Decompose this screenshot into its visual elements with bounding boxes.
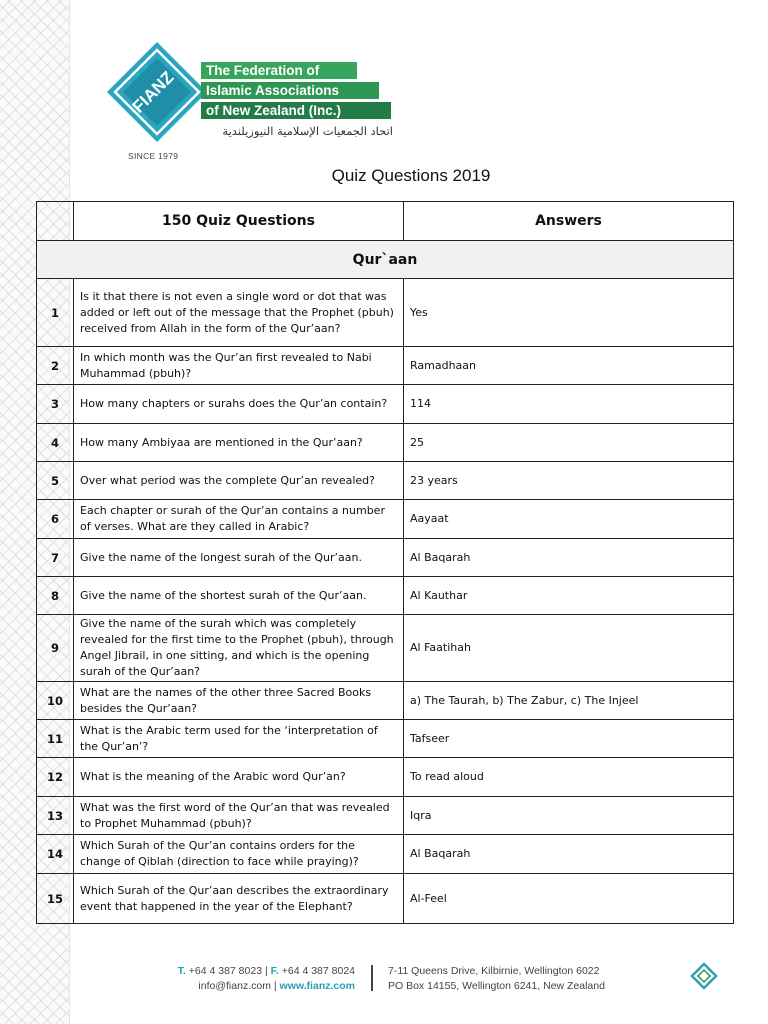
question-text: Each chapter or surah of the Qur’an contains a number of verses. What are they called in Arabic? bbox=[74, 500, 404, 539]
section-row bbox=[37, 241, 734, 279]
question-number: 5 bbox=[37, 462, 74, 500]
question-text: Over what period was the complete Qur’an revealed? bbox=[74, 462, 404, 500]
question-number: 11 bbox=[37, 720, 74, 758]
question-text: Which Surah of the Qur’aan describes the extraordinary event that happened in the year of the Elephant? bbox=[74, 874, 404, 924]
table-row bbox=[37, 835, 734, 874]
question-number: 1 bbox=[37, 279, 74, 347]
contact-divider: | bbox=[264, 965, 268, 977]
question-text: Is it that there is not even a single word or dot that was added or left out of the message that the Prophet (pbuh) received from Allah in the form of the Qur’aan? bbox=[74, 279, 404, 347]
answer-text: Aayaat bbox=[404, 500, 734, 539]
table-row bbox=[37, 279, 734, 347]
org-name-arabic: اتحاد الجمعيات الإسلامية النيوزيلندية bbox=[222, 124, 393, 138]
table-row bbox=[37, 462, 734, 500]
answer-text: Al Baqarah bbox=[404, 835, 734, 874]
table-row bbox=[37, 682, 734, 720]
answer-text: Al Kauthar bbox=[404, 577, 734, 615]
question-number: 15 bbox=[37, 874, 74, 924]
answer-text: 23 years bbox=[404, 462, 734, 500]
question-number: 14 bbox=[37, 835, 74, 874]
answer-text: Al Baqarah bbox=[404, 539, 734, 577]
website-link[interactable]: www.fianz.com bbox=[279, 980, 355, 992]
answer-text: 25 bbox=[404, 424, 734, 462]
email-link[interactable]: info@fianz.com bbox=[198, 980, 271, 992]
question-text: In which month was the Qur’an first revealed to Nabi Muhammad (pbuh)? bbox=[74, 347, 404, 385]
table-row bbox=[37, 874, 734, 924]
table-row bbox=[37, 424, 734, 462]
address-block bbox=[388, 964, 605, 994]
question-number: 13 bbox=[37, 797, 74, 835]
question-number: 12 bbox=[37, 758, 74, 797]
contact-block bbox=[178, 964, 355, 994]
question-text: Give the name of the surah which was completely revealed for the first time to the Prophet (pbuh), through Angel Jibrail, in one sitting, and which is the opening surah of the Qur’aan? bbox=[74, 615, 404, 682]
answer-text: 114 bbox=[404, 385, 734, 424]
question-text: What is the Arabic term used for the ‘interpretation of the Qur’an’? bbox=[74, 720, 404, 758]
answer-text: Yes bbox=[404, 279, 734, 347]
table-row bbox=[37, 385, 734, 424]
question-text: Which Surah of the Qur’an contains orders for the change of Qiblah (direction to face while praying)? bbox=[74, 835, 404, 874]
question-number: 9 bbox=[37, 615, 74, 682]
table-row bbox=[37, 797, 734, 835]
page-footer bbox=[0, 960, 768, 1000]
contact-divider: | bbox=[273, 980, 277, 992]
question-number: 6 bbox=[37, 500, 74, 539]
answer-text: Iqra bbox=[404, 797, 734, 835]
address-line-1: 7-11 Queens Drive, Kilbirnie, Wellington 6022 bbox=[388, 965, 600, 977]
answer-text: Ramadhaan bbox=[404, 347, 734, 385]
question-text: What was the first word of the Qur’an that was revealed to Prophet Muhammad (pbuh)? bbox=[74, 797, 404, 835]
question-number: 10 bbox=[37, 682, 74, 720]
answer-text: a) The Taurah, b) The Zabur, c) The Injeel bbox=[404, 682, 734, 720]
answer-text: Al Faatihah bbox=[404, 615, 734, 682]
question-number: 8 bbox=[37, 577, 74, 615]
table-row bbox=[37, 720, 734, 758]
header-number-cell bbox=[37, 202, 74, 241]
question-text: What is the meaning of the Arabic word Qur’an? bbox=[74, 758, 404, 797]
answer-text: Tafseer bbox=[404, 720, 734, 758]
question-text: How many Ambiyaa are mentioned in the Qur’aan? bbox=[74, 424, 404, 462]
address-line-2: PO Box 14155, Wellington 6241, New Zealand bbox=[388, 980, 605, 992]
org-name-line-2: Islamic Associations bbox=[201, 82, 379, 99]
footer-separator bbox=[371, 965, 373, 991]
question-number: 2 bbox=[37, 347, 74, 385]
table-row bbox=[37, 347, 734, 385]
phone-number: +64 4 387 8023 bbox=[188, 965, 263, 977]
since-year: SINCE 1979 bbox=[128, 151, 179, 161]
table-row bbox=[37, 577, 734, 615]
fianz-emblem-icon bbox=[690, 962, 718, 990]
phone-label: T. bbox=[177, 965, 186, 977]
question-text: Give the name of the shortest surah of the Qur’aan. bbox=[74, 577, 404, 615]
question-number: 7 bbox=[37, 539, 74, 577]
fax-number: +64 4 387 8024 bbox=[281, 965, 355, 977]
question-text: What are the names of the other three Sacred Books besides the Qur’aan? bbox=[74, 682, 404, 720]
question-text: How many chapters or surahs does the Qur’an contain? bbox=[74, 385, 404, 424]
table-header-row bbox=[37, 202, 734, 241]
svg-text:FIANZ: FIANZ bbox=[128, 67, 178, 117]
table-row bbox=[37, 758, 734, 797]
table-row bbox=[37, 500, 734, 539]
organization-logo bbox=[105, 40, 405, 165]
header-questions: 150 Quiz Questions bbox=[74, 202, 404, 241]
answer-text: To read aloud bbox=[404, 758, 734, 797]
question-text: Give the name of the longest surah of the Qur’aan. bbox=[74, 539, 404, 577]
question-number: 3 bbox=[37, 385, 74, 424]
section-title: Qur`aan bbox=[37, 241, 734, 279]
table-row bbox=[37, 615, 734, 682]
header-answers: Answers bbox=[404, 202, 734, 241]
org-name-line-3: of New Zealand (Inc.) bbox=[201, 102, 391, 119]
question-number: 4 bbox=[37, 424, 74, 462]
document-title: Quiz Questions 2019 bbox=[331, 166, 491, 185]
org-name-line-1: The Federation of bbox=[201, 62, 357, 79]
table-row bbox=[37, 539, 734, 577]
fax-label: F. bbox=[270, 965, 279, 977]
quiz-table bbox=[36, 201, 734, 924]
answer-text: Al-Feel bbox=[404, 874, 734, 924]
